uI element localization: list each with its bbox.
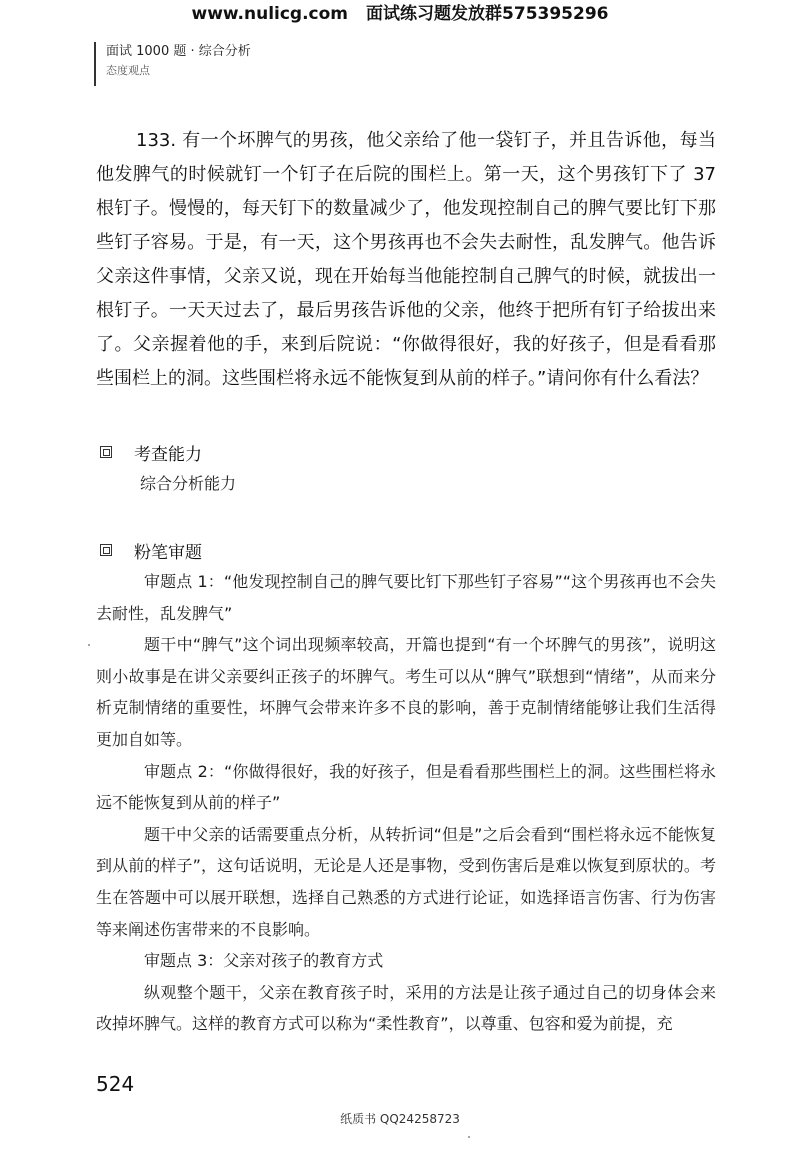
header-subtitle: 态度观点 — [106, 64, 150, 77]
analysis-title: 粉笔审题 — [134, 542, 202, 563]
footer-note: 纸质书 QQ24258723 — [340, 1112, 460, 1126]
question-text: 133. 有一个坏脾气的男孩，他父亲给了他一袋钉子，并且告诉他，每当他发脾气的时候就钉一个钉子在后院的围栏上。第一天，这个男孩钉下了 37 根钉子。慢慢的，每天钉下的数量减少了，他发现控制自己的脾气要比钉下那些钉子容易。于是，有一天，这个男孩再也不会失去耐性，乱发脾气。他告诉父亲这件事情，父亲又说，现在开始每当他能控制自己脾气的时候，就拔出一根钉子。一天天过去了，最后男孩告诉他的父亲，他终于把所有钉子给拔出来了。父亲握着他的手，来到后院说：“你做得很好，我的好孩子，但是看看那些围栏上的洞。这些围栏将永远不能恢复到从前的样子。”请问你有什么看法？ — [96, 130, 716, 389]
analysis-point-3: 审题点 3：父亲对孩子的教育方式 — [144, 951, 384, 971]
running-header — [94, 42, 251, 86]
analysis-paragraph-3: 纵观整个题干，父亲在教育孩子时，采用的方法是让孩子通过自己的切身体会来改掉坏脾气。这样的教育方式可以称为“柔性教育”，以尊重、包容和爱为前提，充 — [96, 982, 716, 1034]
analysis-point-1: 审题点 1：“他发现控制自己的脾气要比钉下那些钉子容易”“这个男孩再也不会失去耐性，乱发脾气” — [96, 572, 716, 623]
ability-title: 考查能力 — [134, 444, 202, 465]
square-bullet-icon — [100, 544, 112, 556]
analysis-paragraph-1: 题干中“脾气”这个词出现频率较高，开篇也提到“有一个坏脾气的男孩”，说明这则小故事是在讲父亲要纠正孩子的坏脾气。考生可以从“脾气”联想到“情绪”，从而来分析克制情绪的重要性，坏脾气会带来许多不良的影响，善于克制情绪能够让我们生活得更加自如等。 — [96, 635, 716, 749]
analysis-body — [96, 566, 716, 1040]
section-analysis-heading — [100, 536, 202, 564]
section-ability-heading — [100, 438, 202, 466]
banner-url: www.nulicg.com — [191, 4, 349, 24]
page-number: 524 — [96, 1072, 135, 1096]
square-bullet-icon — [100, 446, 112, 458]
analysis-paragraph-2: 题干中父亲的话需要重点分析，从转折词“但是”之后会看到“围栏将永远不能恢复到从前的样子”，这句话说明，无论是人还是事物，受到伤害后是难以恢复到原状的。考生在答题中可以展开联想，选择自己熟悉的方式进行论证，如选择语言伤害、行为伤害等来阐述伤害带来的不良影响。 — [96, 824, 716, 939]
banner-text: 面试练习题发放群575395296 — [366, 4, 609, 24]
header-title: 面试 1000 题 · 综合分析 — [106, 44, 251, 59]
analysis-point-2: 审题点 2：“你做得很好，我的好孩子，但是看看那些围栏上的洞。这些围栏将永远不能恢复到从前的样子” — [96, 761, 716, 813]
scan-speck — [88, 644, 90, 646]
ability-content: 综合分析能力 — [140, 474, 237, 493]
top-banner — [0, 0, 800, 32]
scan-speck — [468, 1136, 470, 1138]
